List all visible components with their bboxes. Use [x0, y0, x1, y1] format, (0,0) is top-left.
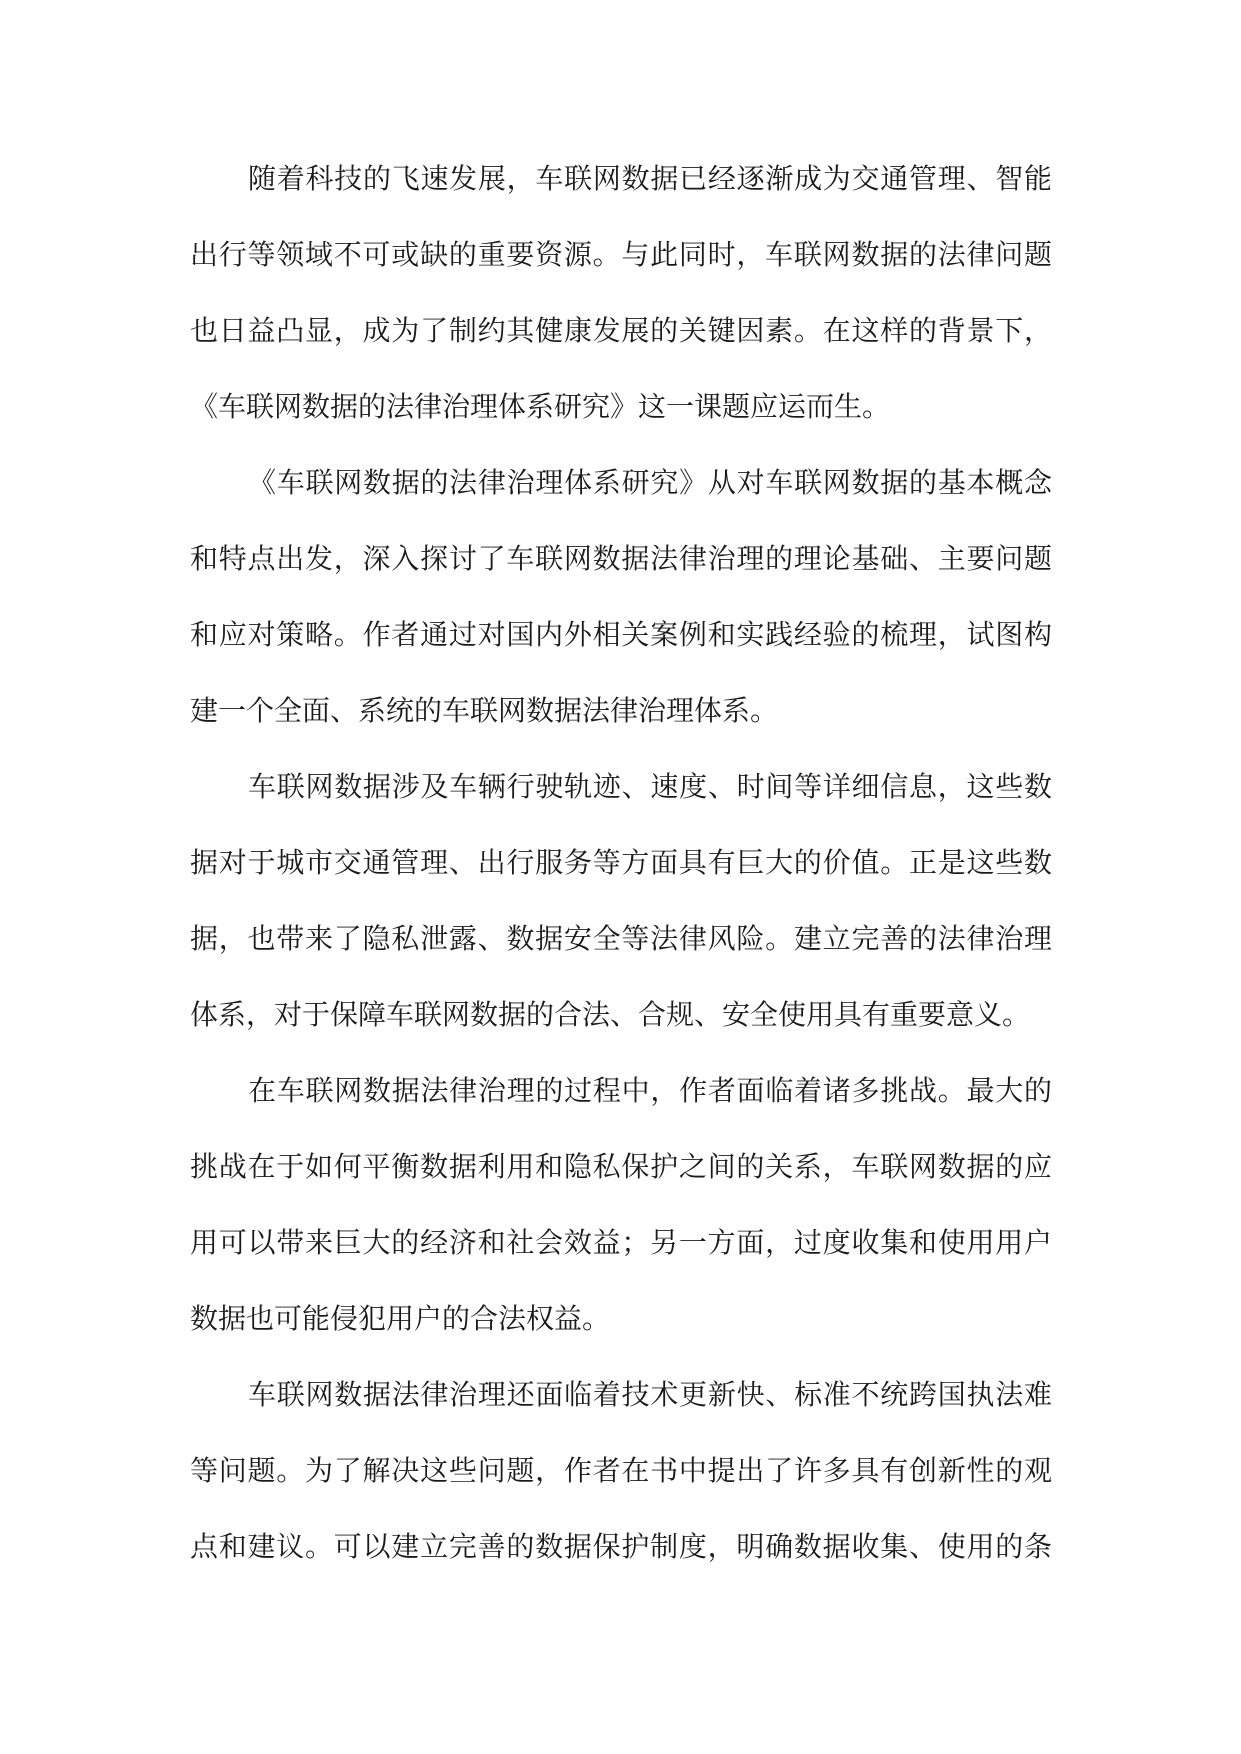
paragraph-line: 数据也可能侵犯用户的合法权益。 [190, 1302, 611, 1335]
paragraph-line: 建一个全面、系统的车联网数据法律治理体系。 [190, 694, 779, 727]
paragraph-1 [190, 141, 1052, 445]
paragraph-line: 车联网数据法律治理还面临着技术更新快、标准不统跨国执法难 [248, 1378, 1052, 1411]
paragraph-4 [190, 1053, 1052, 1357]
paragraph-line: 随着科技的飞速发展，车联网数据已经逐渐成为交通管理、智能 [248, 162, 1052, 195]
paragraph-line: 出行等领域不可或缺的重要资源。与此同时，车联网数据的法律问题 [190, 238, 1052, 271]
document-body [190, 141, 1052, 1585]
paragraph-line: 车联网数据涉及车辆行驶轨迹、速度、时间等详细信息，这些数 [248, 770, 1052, 803]
paragraph-3 [190, 749, 1052, 1053]
paragraph-line: 据，也带来了隐私泄露、数据安全等法律风险。建立完善的法律治理 [190, 922, 1052, 955]
paragraph-line: 在车联网数据法律治理的过程中，作者面临着诸多挑战。最大的 [248, 1074, 1052, 1107]
paragraph-line: 等问题。为了解决这些问题，作者在书中提出了许多具有创新性的观 [190, 1454, 1052, 1487]
paragraph-line: 挑战在于如何平衡数据利用和隐私保护之间的关系，车联网数据的应 [190, 1150, 1052, 1183]
paragraph-line: 《车联网数据的法律治理体系研究》这一课题应运而生。 [190, 390, 891, 423]
paragraph-line: 和特点出发，深入探讨了车联网数据法律治理的理论基础、主要问题 [190, 542, 1052, 575]
paragraph-2 [190, 445, 1052, 749]
paragraph-line: 和应对策略。作者通过对国内外相关案例和实践经验的梳理，试图构 [190, 618, 1052, 651]
paragraph-line: 据对于城市交通管理、出行服务等方面具有巨大的价值。正是这些数 [190, 846, 1052, 879]
paragraph-line: 用可以带来巨大的经济和社会效益；另一方面，过度收集和使用用户 [190, 1226, 1052, 1259]
paragraph-line: 《车联网数据的法律治理体系研究》从对车联网数据的基本概念 [248, 466, 1052, 499]
paragraph-line: 体系，对于保障车联网数据的合法、合规、安全使用具有重要意义。 [190, 998, 1031, 1031]
paragraph-5 [190, 1357, 1052, 1585]
paragraph-line: 点和建议。可以建立完善的数据保护制度，明确数据收集、使用的条 [190, 1530, 1052, 1563]
paragraph-line: 也日益凸显，成为了制约其健康发展的关键因素。在这样的背景下， [190, 314, 1052, 347]
